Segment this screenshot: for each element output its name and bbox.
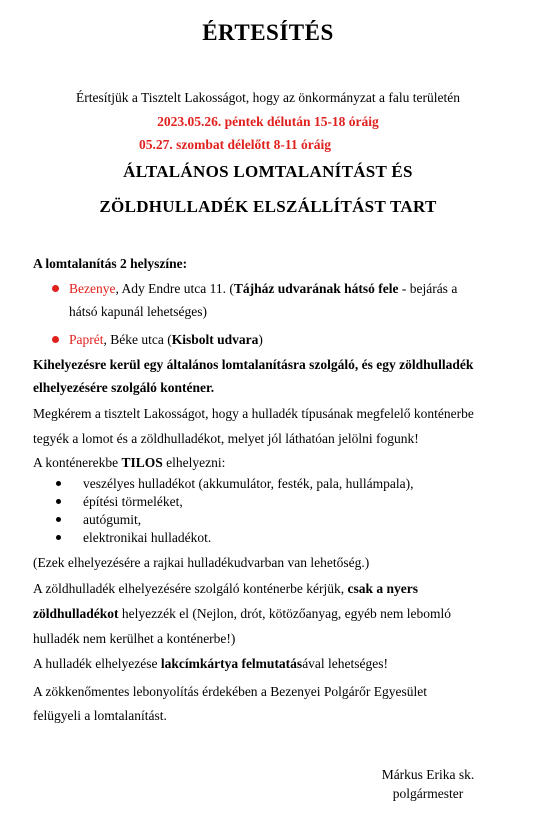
location-item (69, 328, 509, 351)
signature-role: polgármester (392, 786, 464, 801)
green-waste-bold: zöldhulladékot (33, 606, 119, 621)
heading-line-2: ZÖLDHULLADÉK ELSZÁLLÍTÁST TART (99, 197, 437, 216)
location-address: , Béke utca ( (103, 332, 172, 347)
location-detail: ) (258, 332, 263, 347)
container-line-2: elhelyezésére szolgáló konténer. (33, 380, 215, 395)
location-item (69, 277, 509, 300)
green-waste-line-1 (33, 577, 507, 600)
location-place: Bezenye (69, 281, 116, 296)
red-bullet-icon (52, 336, 59, 343)
green-waste-text: A zöldhulladék elhelyezésére szolgáló konténerbe kérjük, (33, 581, 348, 596)
card-text: A hulladék elhelyezése (33, 656, 161, 671)
list-item (33, 511, 507, 529)
list-item (33, 493, 507, 511)
card-requirement (33, 652, 507, 675)
bullet-icon (56, 481, 61, 486)
green-waste-line-3: hulladék nem kerülhet a konténerbe!) (33, 631, 236, 646)
bullet-icon (56, 517, 61, 522)
forbidden-title (33, 451, 507, 474)
location-detail-bold: Tájház udvarának hátsó fele (233, 281, 399, 296)
list-item-text: veszélyes hulladékot (akkumulátor, festék, pala, hullámpala), (83, 476, 414, 491)
intro-text: Értesítjük a Tisztelt Lakosságot, hogy az önkormányzat a falu területén (76, 90, 460, 105)
signature-name: Márkus Erika sk. (381, 767, 475, 782)
note-text: (Ezek elhelyezésére a rajkai hulladékudvarban van lehetőség.) (33, 555, 370, 570)
location-detail-line2: hátsó kapunál lehetséges) (69, 304, 207, 319)
list-item (33, 529, 507, 547)
list-item-text: elektronikai hulladékot. (83, 530, 212, 545)
location-detail-bold: Kisbolt udvara (171, 332, 259, 347)
forbidden-suffix: elhelyezni: (162, 455, 226, 470)
list-item (33, 475, 507, 493)
date-line-2: 05.27. szombat délelőtt 8-11 óráig (139, 137, 331, 152)
closing-line-1: A zökkenőmentes lebonyolítás érdekében a Bezenyei Polgárőr Egyesület (33, 684, 427, 699)
forbidden-bold: TILOS (121, 455, 163, 470)
request-line-2: tegyék a lomot és a zöldhulladékot, melyet jól láthatóan jelölni fogunk! (33, 431, 419, 446)
heading-line-1: ÁLTALÁNOS LOMTALANÍTÁST ÉS (123, 162, 413, 181)
list-item-text: építési törmeléket, (83, 494, 183, 509)
forbidden-prefix: A konténerekbe (33, 455, 122, 470)
list-item-text: autógumit, (83, 512, 142, 527)
location-address: , Ady Endre utca 11. ( (115, 281, 234, 296)
green-waste-line-2 (33, 602, 507, 625)
container-line-1: Kihelyezésre kerül egy általános lomtalanításra szolgáló, és egy zöldhulladék (33, 357, 474, 372)
location-detail: - bejárás a (398, 281, 458, 296)
card-text: ával lehetséges! (302, 656, 389, 671)
bullet-icon (56, 499, 61, 504)
request-line-1: Megkérem a tisztelt Lakosságot, hogy a hulladék típusának megfelelő konténerbe (33, 406, 474, 421)
locations-title: A lomtalanítás 2 helyszíne: (33, 256, 188, 271)
green-waste-text: helyezzék el (Nejlon, drót, kötözőanyag, egyéb nem lebomló (118, 606, 452, 621)
green-waste-bold: csak a nyers (347, 581, 419, 596)
forbidden-list (33, 475, 507, 547)
red-bullet-icon (52, 285, 59, 292)
page-title: ÉRTESÍTÉS (202, 20, 334, 45)
date-line-1: 2023.05.26. péntek délután 15-18 óráig (157, 114, 379, 129)
card-bold: lakcímkártya felmutatás (160, 656, 303, 671)
closing-line-2: felügyeli a lomtalanítást. (33, 708, 167, 723)
bullet-icon (56, 535, 61, 540)
location-place: Paprét (69, 332, 104, 347)
